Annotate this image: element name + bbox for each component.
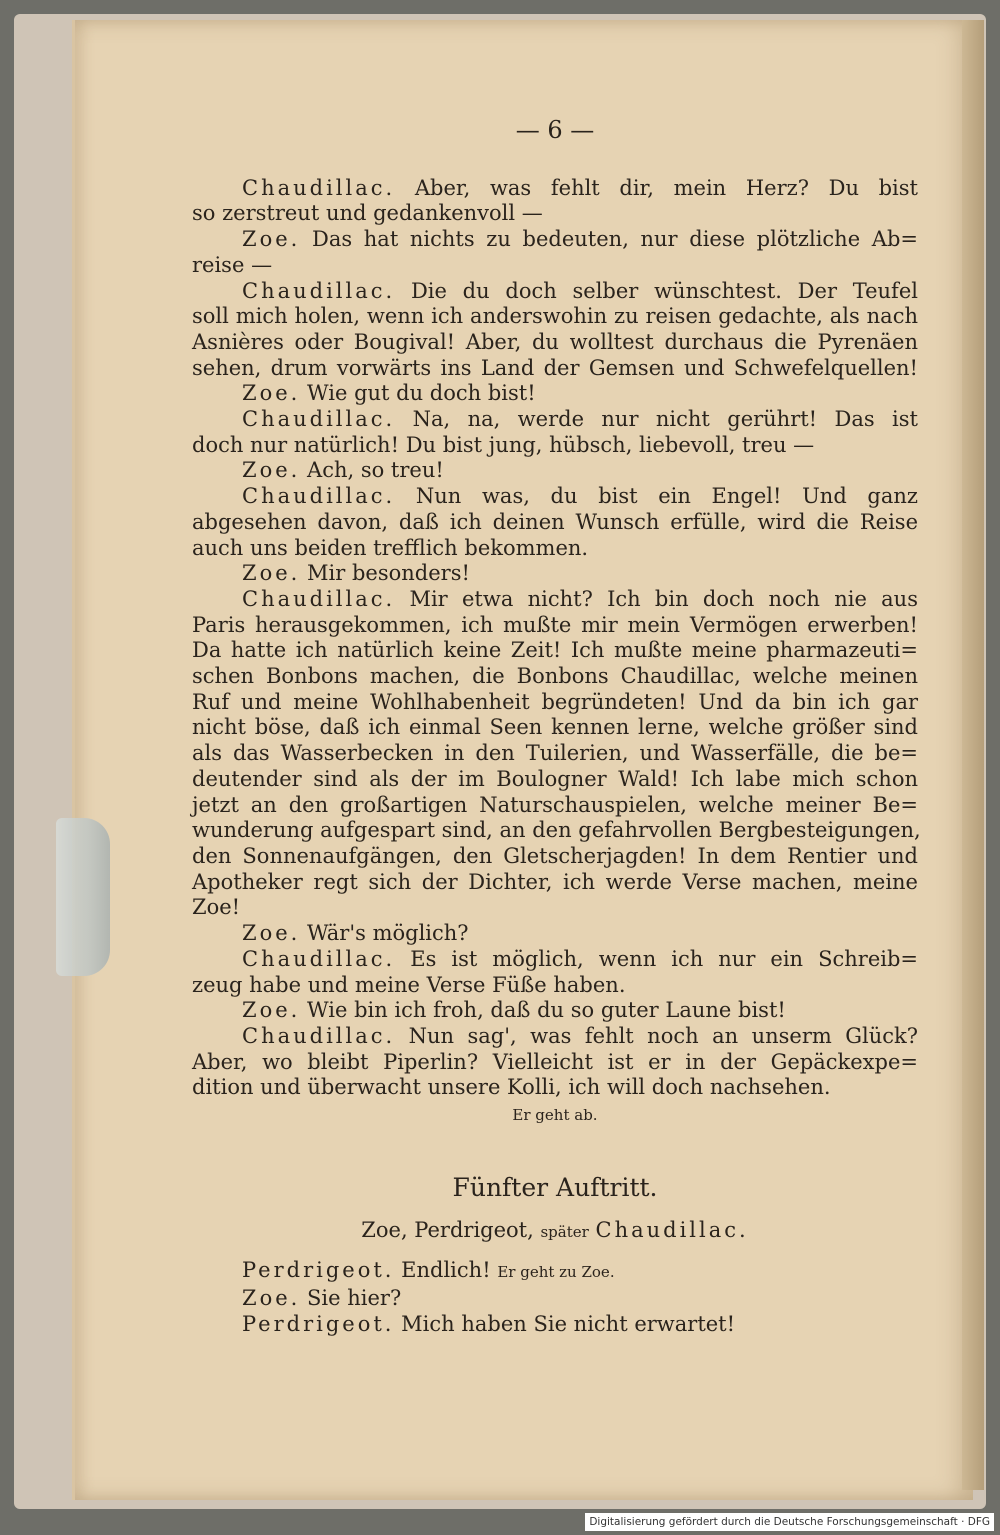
text-line (192, 433, 918, 459)
page-clip (56, 818, 110, 976)
text-line (192, 356, 918, 382)
text-line (192, 330, 918, 356)
line-text: Mich haben Sie nicht erwartet! (401, 1311, 736, 1336)
line-text: Paris herausgekommen, ich mußte mir mein Vermögen erwerben! (192, 612, 918, 637)
line-text: Wie gut du doch bist! (307, 381, 536, 406)
text-line (192, 1050, 918, 1076)
text-line (192, 613, 918, 639)
text-line (192, 536, 918, 562)
text-line (192, 767, 918, 793)
text-line (192, 253, 918, 279)
speaker-name: Zoe. (242, 561, 301, 586)
text-line (192, 973, 918, 999)
text-line (192, 818, 921, 844)
speaker-name: Chaudillac. (242, 407, 396, 432)
text-line (192, 690, 918, 716)
line-text: nicht böse, daß ich einmal Seen kennen lerne, welche größer sind (192, 715, 918, 740)
text-line (192, 561, 918, 587)
cast-list (192, 1218, 918, 1246)
digitization-footer: Digitalisierung gefördert durch die Deutsche Forschungsgemeinschaft · DFG (585, 1513, 994, 1531)
line-text: soll mich holen, wenn ich anderswohin zu reisen gedachte, als nach (192, 304, 918, 329)
text-line (192, 844, 918, 870)
text-line (192, 793, 918, 819)
text-line (192, 381, 918, 407)
line-text: abgesehen davon, daß ich deinen Wunsch erfülle, wird die Reise (192, 509, 918, 534)
page-text (192, 116, 921, 1337)
line-text: Endlich! (401, 1258, 491, 1283)
scene-line (192, 1258, 918, 1286)
line-text: Ach, so treu! (307, 458, 444, 483)
line-text: Wär's möglich? (307, 921, 469, 946)
text-line (192, 998, 918, 1024)
text-line (192, 1024, 918, 1050)
line-text: jetzt an den großartigen Naturschauspielen, welche meiner Be= (192, 792, 918, 817)
line-text: Die du doch selber wünschtest. Der Teufel (410, 278, 918, 303)
line-text: so zerstreut und gedankenvoll — (192, 201, 543, 226)
line-text: Sie hier? (307, 1285, 402, 1310)
text-line (192, 510, 918, 536)
speaker-name: Zoe. (242, 921, 301, 946)
line-text: Da hatte ich natürlich keine Zeit! Ich mußte meine pharmazeuti= (192, 638, 918, 663)
text-line (192, 947, 918, 973)
line-text: Es ist möglich, wenn ich nur ein Schreib= (410, 946, 919, 971)
line-text: deutender sind als der im Boulogner Wald! Ich labe mich schon (192, 766, 918, 791)
page-number: — 6 — (515, 116, 595, 144)
line-text: Das hat nichts zu bedeuten, nur diese plötzliche Ab= (312, 227, 918, 252)
line-text: Ruf und meine Wohlhabenheit begründeten! Und da bin ich gar (192, 689, 918, 714)
speaker-name: Zoe. (242, 227, 301, 252)
speaker-name: Chaudillac. (242, 175, 396, 200)
line-text: zeug habe und meine Verse Füße haben. (192, 972, 626, 997)
text-line (192, 921, 918, 947)
dialogue (192, 175, 921, 1101)
line-text: Aber, wo bleibt Piperlin? Vielleicht ist er in der Gepäckexpe= (192, 1049, 918, 1074)
line-text: auch uns beiden trefflich bekommen. (192, 535, 589, 560)
text-line (192, 484, 918, 510)
text-line (192, 458, 918, 484)
line-text: dition und überwacht unsere Kolli, ich will doch nachsehen. (192, 1075, 831, 1100)
text-line (192, 664, 918, 690)
line-text: wunderung aufgespart sind, an den gefahrvollen Bergbesteigungen, (192, 818, 921, 843)
line-text: Aber, was fehlt dir, mein Herz? Du bist (414, 175, 918, 200)
speaker-name: Zoe. (242, 1285, 301, 1310)
speaker-name: Perdrigeot. (242, 1258, 395, 1283)
line-text: doch nur natürlich! Du bist jung, hübsch, liebevoll, treu — (192, 432, 815, 457)
text-line (192, 304, 918, 330)
scene-heading: Fünfter Auftritt. (452, 1172, 658, 1202)
speaker-name: Chaudillac. (242, 1023, 396, 1048)
line-text: Wie bin ich froh, daß du so guter Laune bist! (307, 998, 786, 1023)
line-text: Nun was, du bist ein Engel! Und ganz (415, 484, 918, 509)
text-line (192, 870, 918, 896)
line-text: schen Bonbons machen, die Bonbons Chaudillac, welche meinen (192, 664, 918, 689)
line-text: reise — (192, 252, 273, 277)
text-line (192, 407, 918, 433)
cast-names: Zoe, Perdrigeot, (361, 1218, 534, 1243)
text-line (192, 587, 918, 613)
speaker-name: Perdrigeot. (242, 1311, 395, 1336)
text-line (192, 638, 918, 664)
speaker-name: Zoe. (242, 998, 301, 1023)
speaker-name: Zoe. (242, 381, 301, 406)
cast-last: Chaudillac. (595, 1218, 749, 1243)
stage-direction: Er geht zu Zoe. (497, 1263, 615, 1282)
line-text: Apotheker regt sich der Dichter, ich werde Verse machen, meine (192, 869, 918, 894)
stage-direction-exit: Er geht ab. (512, 1106, 598, 1125)
text-line (192, 741, 918, 767)
cast-later: später (540, 1223, 589, 1242)
speaker-name: Chaudillac. (242, 946, 396, 971)
line-text: sehen, drum vorwärts ins Land der Gemsen und Schwefelquellen! (192, 355, 918, 380)
text-line (192, 201, 918, 227)
line-text: als das Wasserbecken in den Tuilerien, und Wasserfälle, die be= (192, 741, 918, 766)
line-text: den Sonnenaufgängen, den Gletscherjagden! In dem Rentier und (192, 843, 918, 868)
text-line (192, 1075, 918, 1101)
line-text: Asnières oder Bougival! Aber, du wolltest durchaus die Pyrenäen (192, 329, 918, 354)
text-line (192, 227, 918, 253)
line-text: Mir etwa nicht? Ich bin doch noch nie aus (409, 586, 918, 611)
text-line (192, 176, 918, 202)
scene-line (192, 1286, 918, 1312)
line-text: Mir besonders! (307, 561, 470, 586)
scene-dialogue (192, 1258, 918, 1337)
line-text: Zoe! (192, 895, 241, 920)
scene-line (192, 1312, 918, 1338)
text-line (192, 279, 918, 305)
speaker-name: Chaudillac. (242, 586, 396, 611)
text-line (192, 715, 918, 741)
line-text: Na, na, werde nur nicht gerührt! Das ist (412, 407, 918, 432)
speaker-name: Chaudillac. (242, 278, 396, 303)
text-line (192, 895, 918, 921)
page-edge (962, 20, 984, 1490)
line-text: Nun sag', was fehlt noch an unserm Glück? (408, 1023, 918, 1048)
speaker-name: Chaudillac. (242, 484, 396, 509)
speaker-name: Zoe. (242, 458, 301, 483)
